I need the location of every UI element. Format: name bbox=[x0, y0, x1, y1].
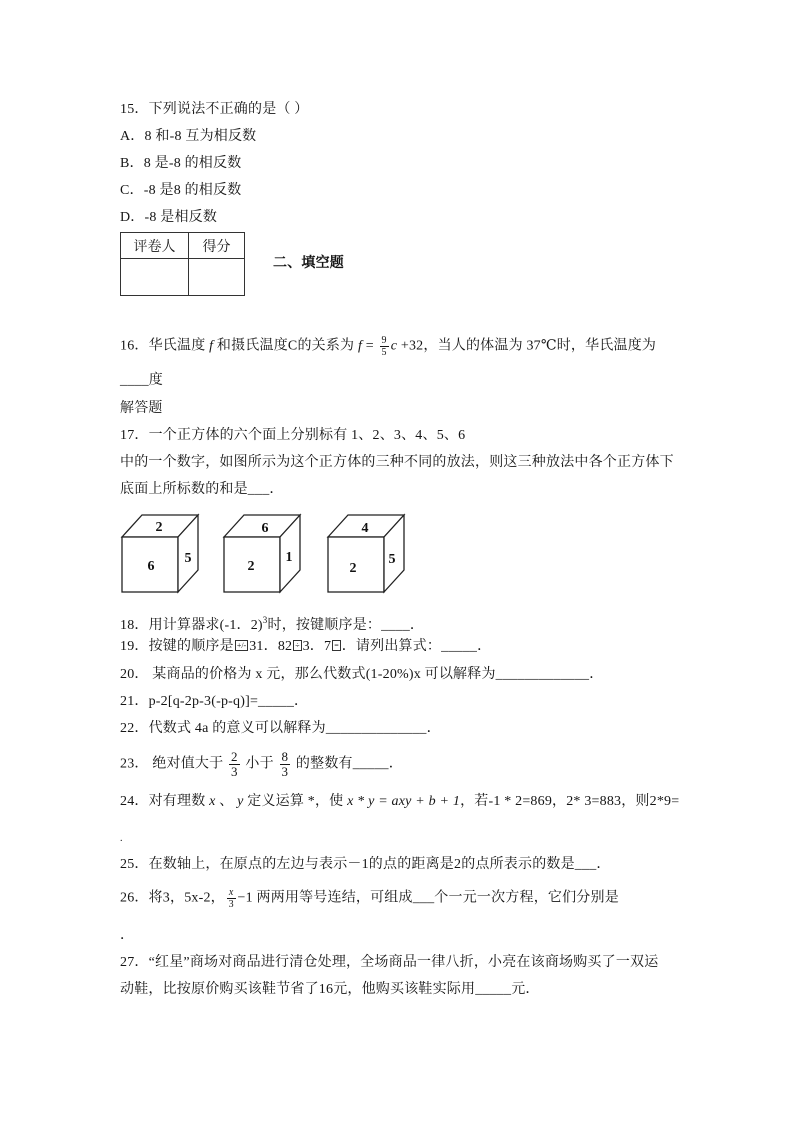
q16-line-1 bbox=[120, 335, 656, 358]
cube-figure bbox=[115, 510, 415, 600]
cube-2-right-number: 1 bbox=[285, 550, 293, 565]
score-table-header-row bbox=[121, 233, 245, 259]
q24-mid: 定义运算 *，使 bbox=[243, 794, 348, 809]
q27-line-1: 27．“红星”商场对商品进行清仓处理，全场商品一律八折，小亮在该商场购买了一双运 bbox=[120, 955, 659, 970]
q24-separator: 、 bbox=[215, 794, 238, 809]
q15-option-a: A．8 和-8 互为相反数 bbox=[120, 129, 257, 144]
q19-prefix: 19．按键的顺序是 bbox=[120, 639, 234, 654]
q24-var-x: x bbox=[209, 794, 216, 809]
grader-header: 评卷人 bbox=[121, 233, 189, 259]
q26-prefix: 26．将3，5x-2， bbox=[120, 890, 225, 906]
q16-plus: +32 bbox=[397, 338, 424, 354]
cube-1 bbox=[122, 515, 198, 592]
q15-stem: 15．下列说法不正确的是（ ） bbox=[120, 102, 309, 117]
q23-fraction-2-denominator: 3 bbox=[281, 764, 289, 779]
q24-var-y: y bbox=[237, 794, 244, 809]
cube-2 bbox=[224, 515, 300, 592]
equals-key-icon: = bbox=[334, 641, 339, 650]
q26-fraction-numerator: x bbox=[228, 887, 234, 898]
cube-2-front-number: 2 bbox=[247, 559, 255, 574]
q24-prefix: 24．对有理数 bbox=[120, 794, 210, 809]
cube-3 bbox=[328, 515, 404, 592]
q26-line-2: ． bbox=[120, 928, 135, 943]
q16-fraction-numerator: 9 bbox=[381, 335, 387, 346]
q15-option-b: B．8 是-8 的相反数 bbox=[120, 156, 242, 171]
q19-suffix: ．请列出算式：_____． bbox=[341, 639, 492, 654]
score-table-body-row bbox=[121, 259, 245, 296]
q27-line-2: 动鞋，比按原价购买该鞋节省了16元，他购买该鞋实际用_____元． bbox=[120, 982, 540, 997]
q26-suffix: 两两用等号连结，可组成___个一元一次方程，它们分别是 bbox=[252, 890, 619, 906]
q26-minus-one: −1 bbox=[237, 890, 253, 906]
q19-number-2: 3．7 bbox=[302, 639, 332, 654]
q18-line bbox=[120, 610, 424, 636]
q24-suffix: ，若-1 * 2=869，2* 3=883，则2*9= bbox=[460, 794, 680, 809]
q23-fraction-1-denominator: 3 bbox=[231, 764, 238, 779]
q17-line-2: 中的一个数字，如图所示为这个正方体的三种不同的放法，则这三种放法中各个正方体下 bbox=[120, 455, 674, 470]
q22-line: 22．代数式 4a 的意义可以解释为______________． bbox=[120, 721, 441, 736]
q24-line-2: . bbox=[120, 833, 123, 844]
q17-line-3: 底面上所标数的和是___． bbox=[120, 482, 284, 497]
q23-prefix: 23． 绝对值大于 bbox=[120, 756, 227, 772]
q24-line-1 bbox=[120, 792, 679, 812]
cube-1-front-number: 6 bbox=[147, 559, 155, 574]
q23-fraction-1-numerator: 2 bbox=[231, 749, 238, 764]
cube-1-top-number: 2 bbox=[155, 520, 163, 535]
q15-option-c: C．-8 是8 的相反数 bbox=[120, 183, 242, 198]
score-table bbox=[120, 232, 245, 296]
q26-line-1 bbox=[120, 887, 619, 910]
q16-var-f: f bbox=[209, 338, 214, 354]
cube-1-right-number: 5 bbox=[184, 551, 192, 566]
q16-mid: 和摄氏温度C的关系为 bbox=[213, 338, 358, 354]
score-header: 得分 bbox=[189, 233, 245, 259]
q26-fraction-denominator: 3 bbox=[228, 899, 234, 910]
q21-line: 21．p-2[q-2p-3(-p-q)]=_____． bbox=[120, 694, 309, 709]
q15-option-d: D．-8 是相反数 bbox=[120, 210, 218, 225]
q24-formula: x * y = axy + b + 1 bbox=[347, 794, 461, 809]
q18-before: 18．用计算器求(-1．2) bbox=[120, 618, 263, 633]
q26-fraction bbox=[227, 887, 236, 910]
cube-3-top-number: 4 bbox=[361, 521, 369, 536]
q16-var-c: c bbox=[390, 338, 398, 354]
q19-line bbox=[120, 637, 491, 657]
plus-minus-key-icon: +/- bbox=[236, 641, 247, 650]
q23-mid: 小于 bbox=[241, 756, 278, 772]
q19-number-1: 31．82 bbox=[249, 639, 293, 654]
cube-2-top-number: 6 bbox=[261, 521, 269, 536]
q16-prefix: 16．华氏温度 bbox=[120, 338, 210, 354]
q16-fraction bbox=[380, 335, 389, 358]
q23-suffix: 的整数有_____． bbox=[292, 756, 403, 772]
q16-line-2: ____度 bbox=[120, 373, 163, 388]
q23-fraction-2 bbox=[280, 750, 291, 779]
q16-fraction-denominator: 5 bbox=[381, 347, 387, 358]
q20-line: 20． 某商品的价格为 x 元，那么代数式(1-20%)x 可以解释为_____________． bbox=[120, 667, 604, 682]
section-title-answer: 解答题 bbox=[120, 401, 163, 416]
q16-formula-f: f bbox=[357, 338, 363, 354]
q23-fraction-2-numerator: 8 bbox=[281, 749, 289, 764]
q16-suffix: ，当人的体温为 37℃时，华氏温度为 bbox=[423, 338, 657, 354]
q23-line bbox=[120, 750, 403, 779]
q18-exponent: 3 bbox=[262, 615, 268, 625]
divide-key-icon: ÷ bbox=[295, 641, 300, 650]
score-cell bbox=[189, 259, 245, 296]
grader-cell bbox=[121, 259, 189, 296]
section-title-fill-in: 二、填空题 bbox=[273, 256, 344, 271]
q18-after: 时，按键顺序是：____． bbox=[267, 618, 425, 633]
q25-line: 25．在数轴上，在原点的左边与表示－1的点的距离是2的点所表示的数是___． bbox=[120, 857, 611, 872]
q23-fraction-1 bbox=[229, 750, 240, 779]
q17-line-1: 17．一个正方体的六个面上分别标有 1、2、3、4、5、6 bbox=[120, 428, 466, 443]
cube-3-front-number: 2 bbox=[349, 561, 357, 576]
q16-equals: = bbox=[362, 338, 378, 354]
cube-3-right-number: 5 bbox=[388, 552, 396, 567]
